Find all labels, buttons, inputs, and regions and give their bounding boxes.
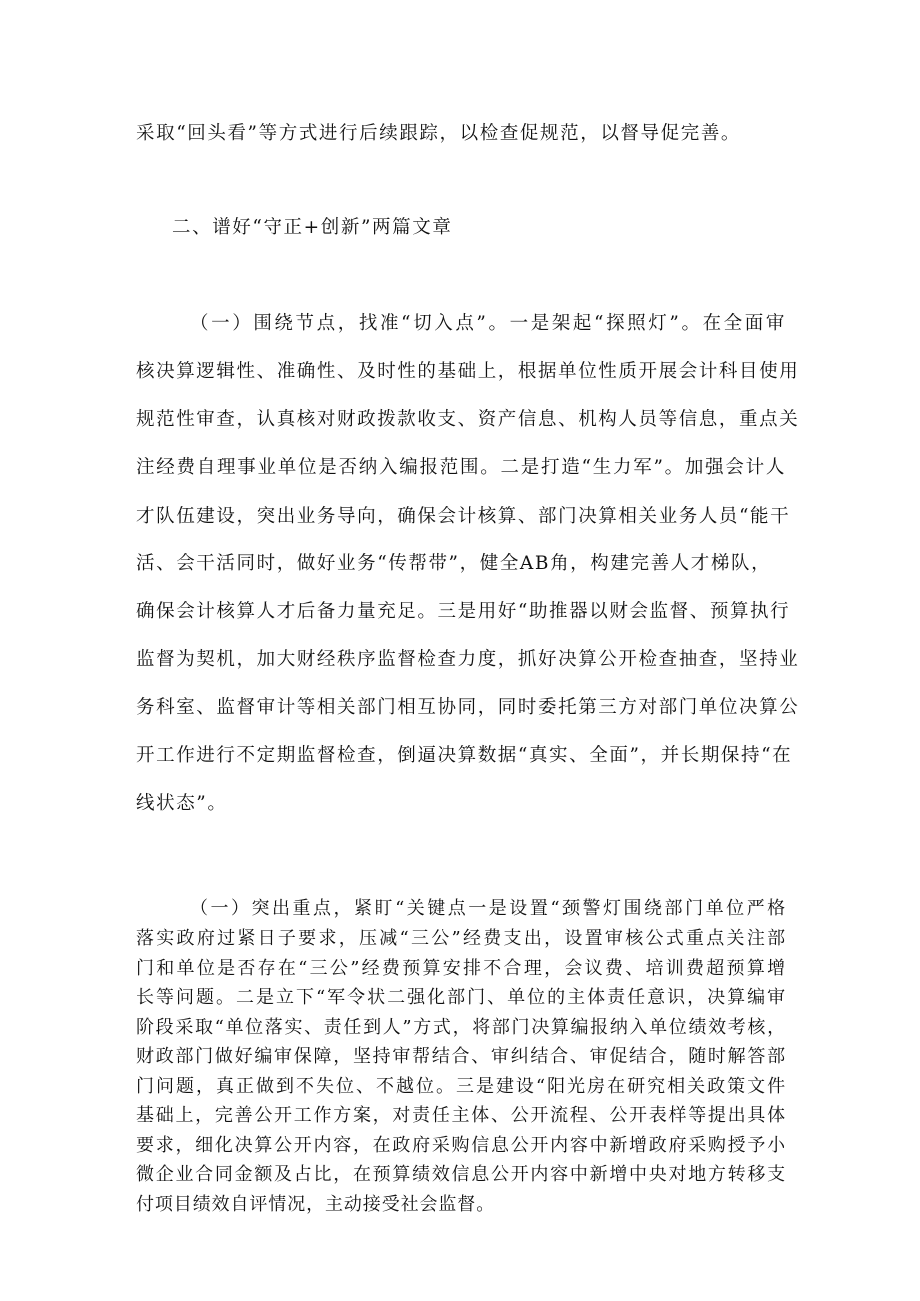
paragraph-1-line: 线状态”。	[136, 793, 228, 814]
paragraph-2-line: （一）突出重点，紧盯“关键点一是设置“颈警灯围绕部门单位严格	[190, 898, 786, 919]
paragraph-2-line: 阶段采取“单位落实、责任到人”方式，将部门决算编报纳入单位绩效考核，	[136, 1017, 786, 1038]
section-heading: 二、谱好“守正+创新”两篇文章	[172, 217, 453, 238]
paragraph-2-line: 基础上，完善公开工作方案，对责任主体、公开流程、公开表样等提出具体	[136, 1105, 786, 1126]
paragraph-1-line: 开工作进行不定期监督检查，倒逼决算数据“真实、全面”，并长期保持“在	[136, 745, 793, 766]
paragraph-2-line: 落实政府过紧日子要求，压减“三公”经费支出，设置审核公式重点关注部	[136, 928, 786, 949]
paragraph-1-line: 务科室、监督审计等相关部门相互协同，同时委托第三方对部门单位决算公	[136, 697, 800, 718]
paragraph-2-line: 财政部门做好编审保障，坚持审帮结合、审纠结合、审促结合，随时解答部	[136, 1046, 786, 1067]
paragraph-2-line: 微企业合同金额及占比，在预算绩效信息公开内容中新增中央对地方转移支	[136, 1164, 786, 1185]
paragraph-1-line: 活、会干活同时，做好业务“传帮带”，健全AB角，构建完善人才梯队，	[136, 553, 772, 574]
paragraph-1-line: 确保会计核算人才后备力量充足。三是用好“助推器以财会监督、预算执行	[136, 601, 791, 622]
paragraph-2-line: 要求，细化决算公开内容，在政府采购信息公开内容中新增政府采购授予小	[136, 1135, 786, 1156]
paragraph-1-line: 注经费自理事业单位是否纳入编报范围。二是打造“生力军”。加强会计人	[136, 457, 786, 478]
paragraph-1-line: 核决算逻辑性、准确性、及时性的基础上，根据单位性质开展会计科目使用	[136, 361, 800, 382]
paragraph-1-line: （一）围绕节点，找准“切入点”。一是架起“探照灯”。在全面审	[190, 313, 786, 334]
paragraph-2-line: 门问题，真正做到不失位、不越位。三是建设“阳光房在研究相关政策文件	[136, 1076, 786, 1097]
paragraph-1-line: 监督为契机，加大财经秩序监督检查力度，抓好决算公开检查抽查，坚持业	[136, 649, 800, 670]
paragraph-2-line: 门和单位是否存在“三公”经费预算安排不合理，会议费、培训费超预算增	[136, 958, 786, 979]
paragraph-1-line: 才队伍建设，突出业务导向，确保会计核算、部门决算相关业务人员“能干	[136, 506, 791, 527]
paragraph-1-line: 规范性审查，认真核对财政拨款收支、资产信息、机构人员等信息，重点关	[136, 409, 800, 430]
paragraph-2-line: 长等问题。二是立下“军令状二强化部门、单位的主体责任意识，决算编审	[136, 987, 786, 1008]
paragraph-2-line: 付项目绩效自评情况，主动接受社会监督。	[136, 1194, 496, 1215]
continuation-line: 采取“回头看”等方式进行后续跟踪，以检查促规范，以督导促完善。	[136, 123, 742, 144]
